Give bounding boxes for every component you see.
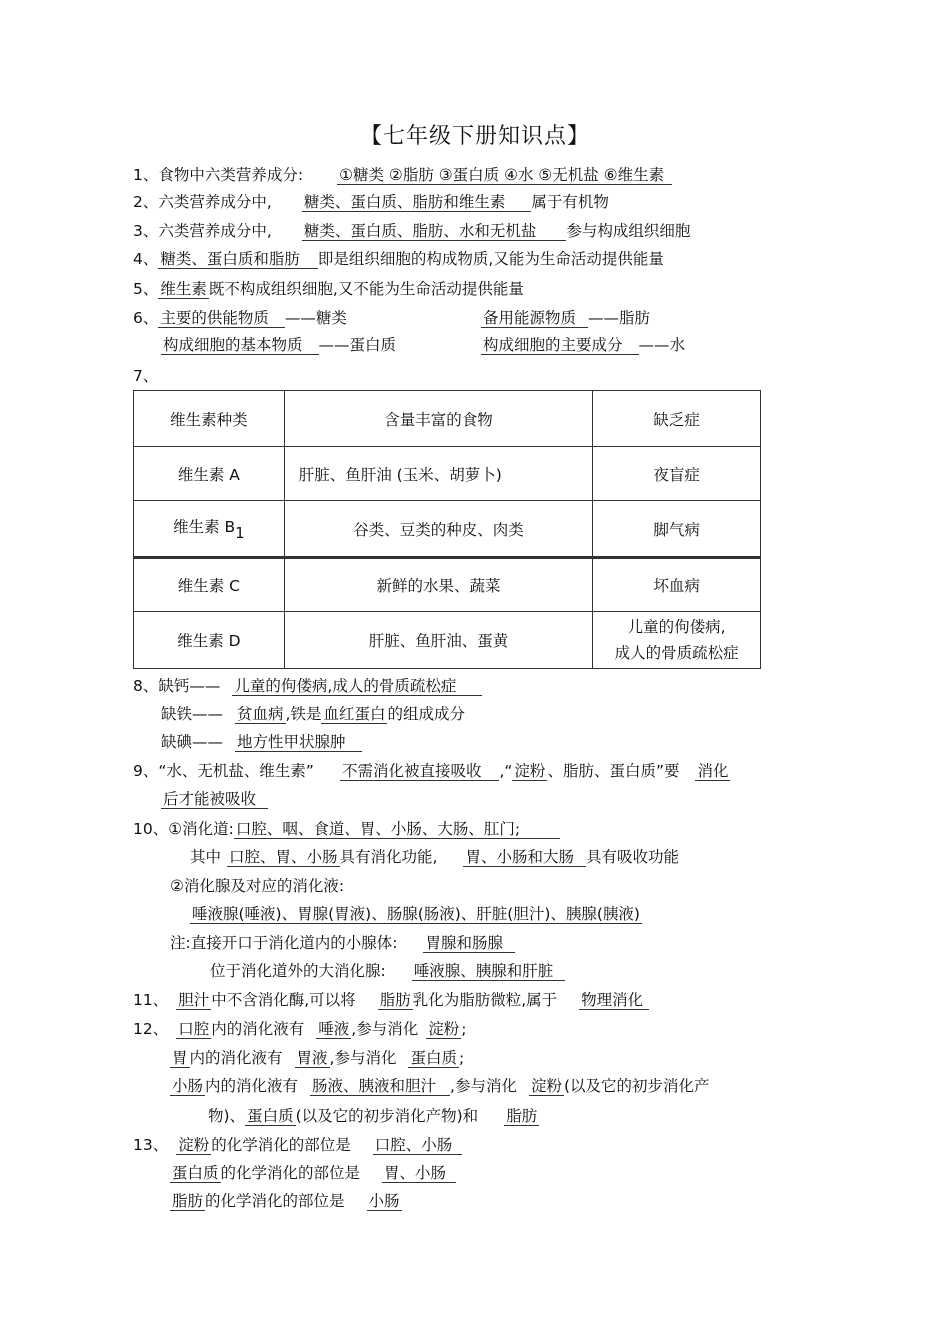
item-12-intestine — [170, 1075, 710, 1097]
item-4 — [133, 248, 664, 270]
answer-blank: 胃 — [172, 1049, 188, 1067]
item-text: 、脂肪、蛋白质”要 — [547, 762, 680, 780]
item-13-fat — [170, 1190, 402, 1212]
item-10-juices — [190, 903, 642, 925]
answer-blank: 唾液腺、胰腺和肝脏 — [412, 962, 566, 981]
item-text: 缺铁—— — [161, 705, 224, 723]
answer-blank: 儿童的佝偻病,成人的骨质疏松症 — [232, 677, 482, 696]
item-text: ——水 — [638, 336, 686, 354]
subscript: 1 — [235, 524, 245, 542]
item-number: 12、 — [133, 1020, 169, 1038]
answer-blank: 构成细胞的主要成分 — [481, 336, 639, 355]
item-3 — [133, 220, 690, 242]
table-row — [134, 501, 761, 558]
answer-blank: 蛋白质 — [172, 1164, 219, 1182]
item-text: 的化学消化的部位是 — [205, 1192, 345, 1210]
item-8 — [133, 675, 482, 697]
answer-blank: 口腔、咽、食道、胃、小肠、大肠、肛门; — [234, 820, 560, 839]
item-text: ②消化腺及对应的消化液: — [170, 877, 345, 895]
column-header: 缺乏症 — [593, 391, 761, 447]
answer-blank: 淀粉 — [178, 1136, 210, 1154]
answer-blank: 胃、小肠 — [382, 1164, 456, 1183]
disease-line: 儿童的佝偻病, — [627, 618, 726, 636]
answer-blank: 蛋白质 — [247, 1107, 294, 1125]
item-12 — [133, 1018, 466, 1040]
answer-blank: 贫血病 — [237, 705, 284, 723]
item-11 — [133, 989, 649, 1011]
table-row — [134, 447, 761, 501]
item-6-c — [161, 334, 396, 356]
item-10 — [133, 818, 560, 840]
column-header: 含量丰富的食物 — [284, 391, 593, 447]
answer-blank: 淀粉 — [530, 1077, 562, 1095]
item-text: 位于消化道外的大消化腺: — [210, 962, 386, 980]
answer-blank: 主要的供能物质 — [158, 309, 285, 328]
food-sources: 新鲜的水果、蔬菜 — [284, 558, 593, 612]
answer-blank: 物理消化 — [579, 991, 649, 1010]
vitamin-name: 维生素 D — [134, 612, 285, 669]
answer-blank: 脂肪 — [379, 991, 411, 1009]
item-text: ——蛋白质 — [318, 336, 397, 354]
answer-blank: 小肠 — [172, 1077, 204, 1095]
answer-blank: 血红蛋白 — [323, 705, 386, 723]
item-text: 的化学消化的部位是 — [220, 1164, 361, 1182]
item-text: 具有消化功能, — [339, 848, 438, 866]
answer-blank: 不需消化被直接吸收 — [340, 762, 500, 781]
item-7 — [133, 365, 158, 387]
item-number: 8、 — [133, 677, 159, 695]
food-sources: 谷类、豆类的种皮、肉类 — [284, 501, 593, 558]
item-number: 4、 — [133, 250, 159, 268]
item-text: ——脂肪 — [588, 309, 651, 327]
item-8-iodine — [161, 731, 362, 753]
answer-blank: 肠液、胰液和胆汁 — [310, 1077, 450, 1096]
item-text: ,“ — [499, 762, 513, 780]
answer-blank: 地方性甲状腺肿 — [235, 733, 362, 752]
item-text: ①消化道: — [168, 820, 234, 838]
item-text: ——糖类 — [284, 309, 347, 327]
item-text: 属于有机物 — [531, 193, 609, 211]
answer-blank: ①糖类 ②脂肪 ③蛋白质 ④水 ⑤无机盐 ⑥维生素 — [337, 166, 672, 185]
item-text: 乳化为脂肪微粒,属于 — [412, 991, 558, 1009]
answer-blank: 消化 — [697, 762, 729, 780]
item-9 — [133, 760, 730, 782]
food-sources: 肝脏、鱼肝油、蛋黄 — [284, 612, 593, 669]
answer-blank: 胃腺和肠腺 — [423, 934, 515, 953]
item-2 — [133, 191, 609, 213]
answer-blank: 糖类、蛋白质、脂肪和维生素 — [302, 193, 532, 212]
item-12-stomach — [170, 1047, 464, 1069]
vitamin-name: 维生素 C — [134, 558, 285, 612]
vitamin-name: 维生素 A — [134, 447, 285, 501]
item-number: 7、 — [133, 367, 159, 385]
item-text: 食物中六类营养成分: — [158, 166, 304, 184]
item-number: 10、 — [133, 820, 169, 838]
item-text: 缺钙—— — [158, 677, 221, 695]
vitamin-name-text: 维生素 B — [173, 518, 236, 536]
item-text: 中不含消化酶,可以将 — [211, 991, 356, 1009]
answer-blank: 口腔、小肠 — [373, 1136, 463, 1155]
item-text: 的化学消化的部位是 — [211, 1136, 351, 1154]
item-text: ; — [459, 1049, 465, 1067]
item-text: 六类营养成分中, — [158, 222, 272, 240]
answer-blank: 胆汁 — [178, 991, 210, 1009]
table-row — [134, 612, 761, 669]
item-text: (以及它的初步消化产物)和 — [295, 1107, 479, 1125]
item-text: 内的消化液有 — [205, 1077, 299, 1095]
item-text: 参与构成组织细胞 — [566, 222, 691, 240]
answer-blank: 备用能源物质 — [481, 309, 588, 328]
food-sources: 肝脏、鱼肝油 (玉米、胡萝卜) — [284, 447, 593, 501]
item-12-intestine-cont — [208, 1105, 539, 1127]
answer-blank: 构成细胞的基本物质 — [161, 336, 319, 355]
answer-blank: 口腔、胃、小肠 — [229, 848, 338, 866]
disease-line: 成人的骨质疏松症 — [614, 644, 739, 662]
item-5 — [133, 278, 524, 300]
answer-blank: 小肠 — [368, 1192, 400, 1210]
item-text: 内的消化液有 — [211, 1020, 305, 1038]
item-number: 11、 — [133, 991, 169, 1009]
answer-blank: 口腔 — [178, 1020, 210, 1038]
item-text: ,铁是 — [285, 705, 322, 723]
deficiency-disease: 坏血病 — [593, 558, 761, 612]
item-text: 物)、 — [208, 1107, 246, 1125]
item-10-note — [170, 932, 515, 954]
item-text: 缺碘—— — [161, 733, 224, 751]
item-text: (以及它的初步消化产 — [564, 1077, 710, 1095]
item-10-glands — [170, 875, 344, 897]
item-text: 注:直接开口于消化道内的小腺体: — [170, 934, 398, 952]
table-row — [134, 558, 761, 612]
table-header-row — [134, 391, 761, 447]
answer-blank: 唾液 — [318, 1020, 350, 1038]
answer-blank: 维生素 — [160, 280, 207, 298]
item-text: ,参与消化 — [351, 1020, 419, 1038]
item-6-d — [481, 334, 685, 356]
item-6-b — [481, 307, 650, 329]
answer-blank: 后才能被吸收 — [161, 790, 268, 809]
answer-blank: 糖类、蛋白质和脂肪 — [158, 250, 318, 269]
answer-blank: 淀粉 — [514, 762, 546, 780]
item-text: 的组成成分 — [387, 705, 465, 723]
vitamin-name — [134, 501, 285, 558]
item-8-iron — [161, 703, 465, 725]
vitamin-table — [133, 390, 761, 669]
item-number: 1、 — [133, 166, 159, 184]
item-text: ,参与消化 — [329, 1049, 397, 1067]
column-header: 维生素种类 — [134, 391, 285, 447]
item-text: ,参与消化 — [450, 1077, 517, 1095]
answer-blank: 胃、小肠和大肠 — [463, 848, 586, 867]
item-13-protein — [170, 1162, 456, 1184]
deficiency-disease — [593, 612, 761, 669]
item-text: ; — [461, 1020, 467, 1038]
item-text: “水、无机盐、维生素” — [158, 762, 314, 780]
item-number: 6、 — [133, 309, 159, 327]
item-number: 13、 — [133, 1136, 169, 1154]
answer-blank: 胃液 — [296, 1049, 328, 1067]
item-number: 5、 — [133, 280, 159, 298]
item-text: 既不构成组织细胞,又不能为生命活动提供能量 — [208, 280, 524, 298]
answer-blank: 蛋白质 — [410, 1049, 457, 1067]
item-text: 即是组织细胞的构成物质,又能为生命活动提供能量 — [317, 250, 664, 268]
item-text: 具有吸收功能 — [585, 848, 679, 866]
answer-blank: 脂肪 — [506, 1107, 538, 1125]
item-13 — [133, 1134, 462, 1156]
deficiency-disease: 脚气病 — [593, 501, 761, 558]
item-number: 9、 — [133, 762, 159, 780]
deficiency-disease: 夜盲症 — [593, 447, 761, 501]
item-number: 2、 — [133, 193, 159, 211]
item-1 — [133, 164, 672, 186]
answer-blank: 糖类、蛋白质、脂肪、水和无机盐 — [302, 222, 567, 241]
item-text: 六类营养成分中, — [158, 193, 272, 211]
item-9-cont — [161, 788, 268, 810]
item-10-function — [190, 846, 679, 868]
answer-blank: 唾液腺(唾液)、胃腺(胃液)、肠腺(肠液)、肝脏(胆汁)、胰腺(胰液) — [192, 905, 640, 923]
answer-blank: 淀粉 — [428, 1020, 460, 1038]
item-text: 其中 — [190, 848, 222, 866]
page-title: 【七年级下册知识点】 — [359, 124, 590, 149]
item-number: 3、 — [133, 222, 159, 240]
answer-blank: 脂肪 — [172, 1192, 204, 1210]
item-6 — [133, 307, 347, 329]
item-text: 内的消化液有 — [189, 1049, 283, 1067]
item-10-note-b — [210, 960, 565, 982]
